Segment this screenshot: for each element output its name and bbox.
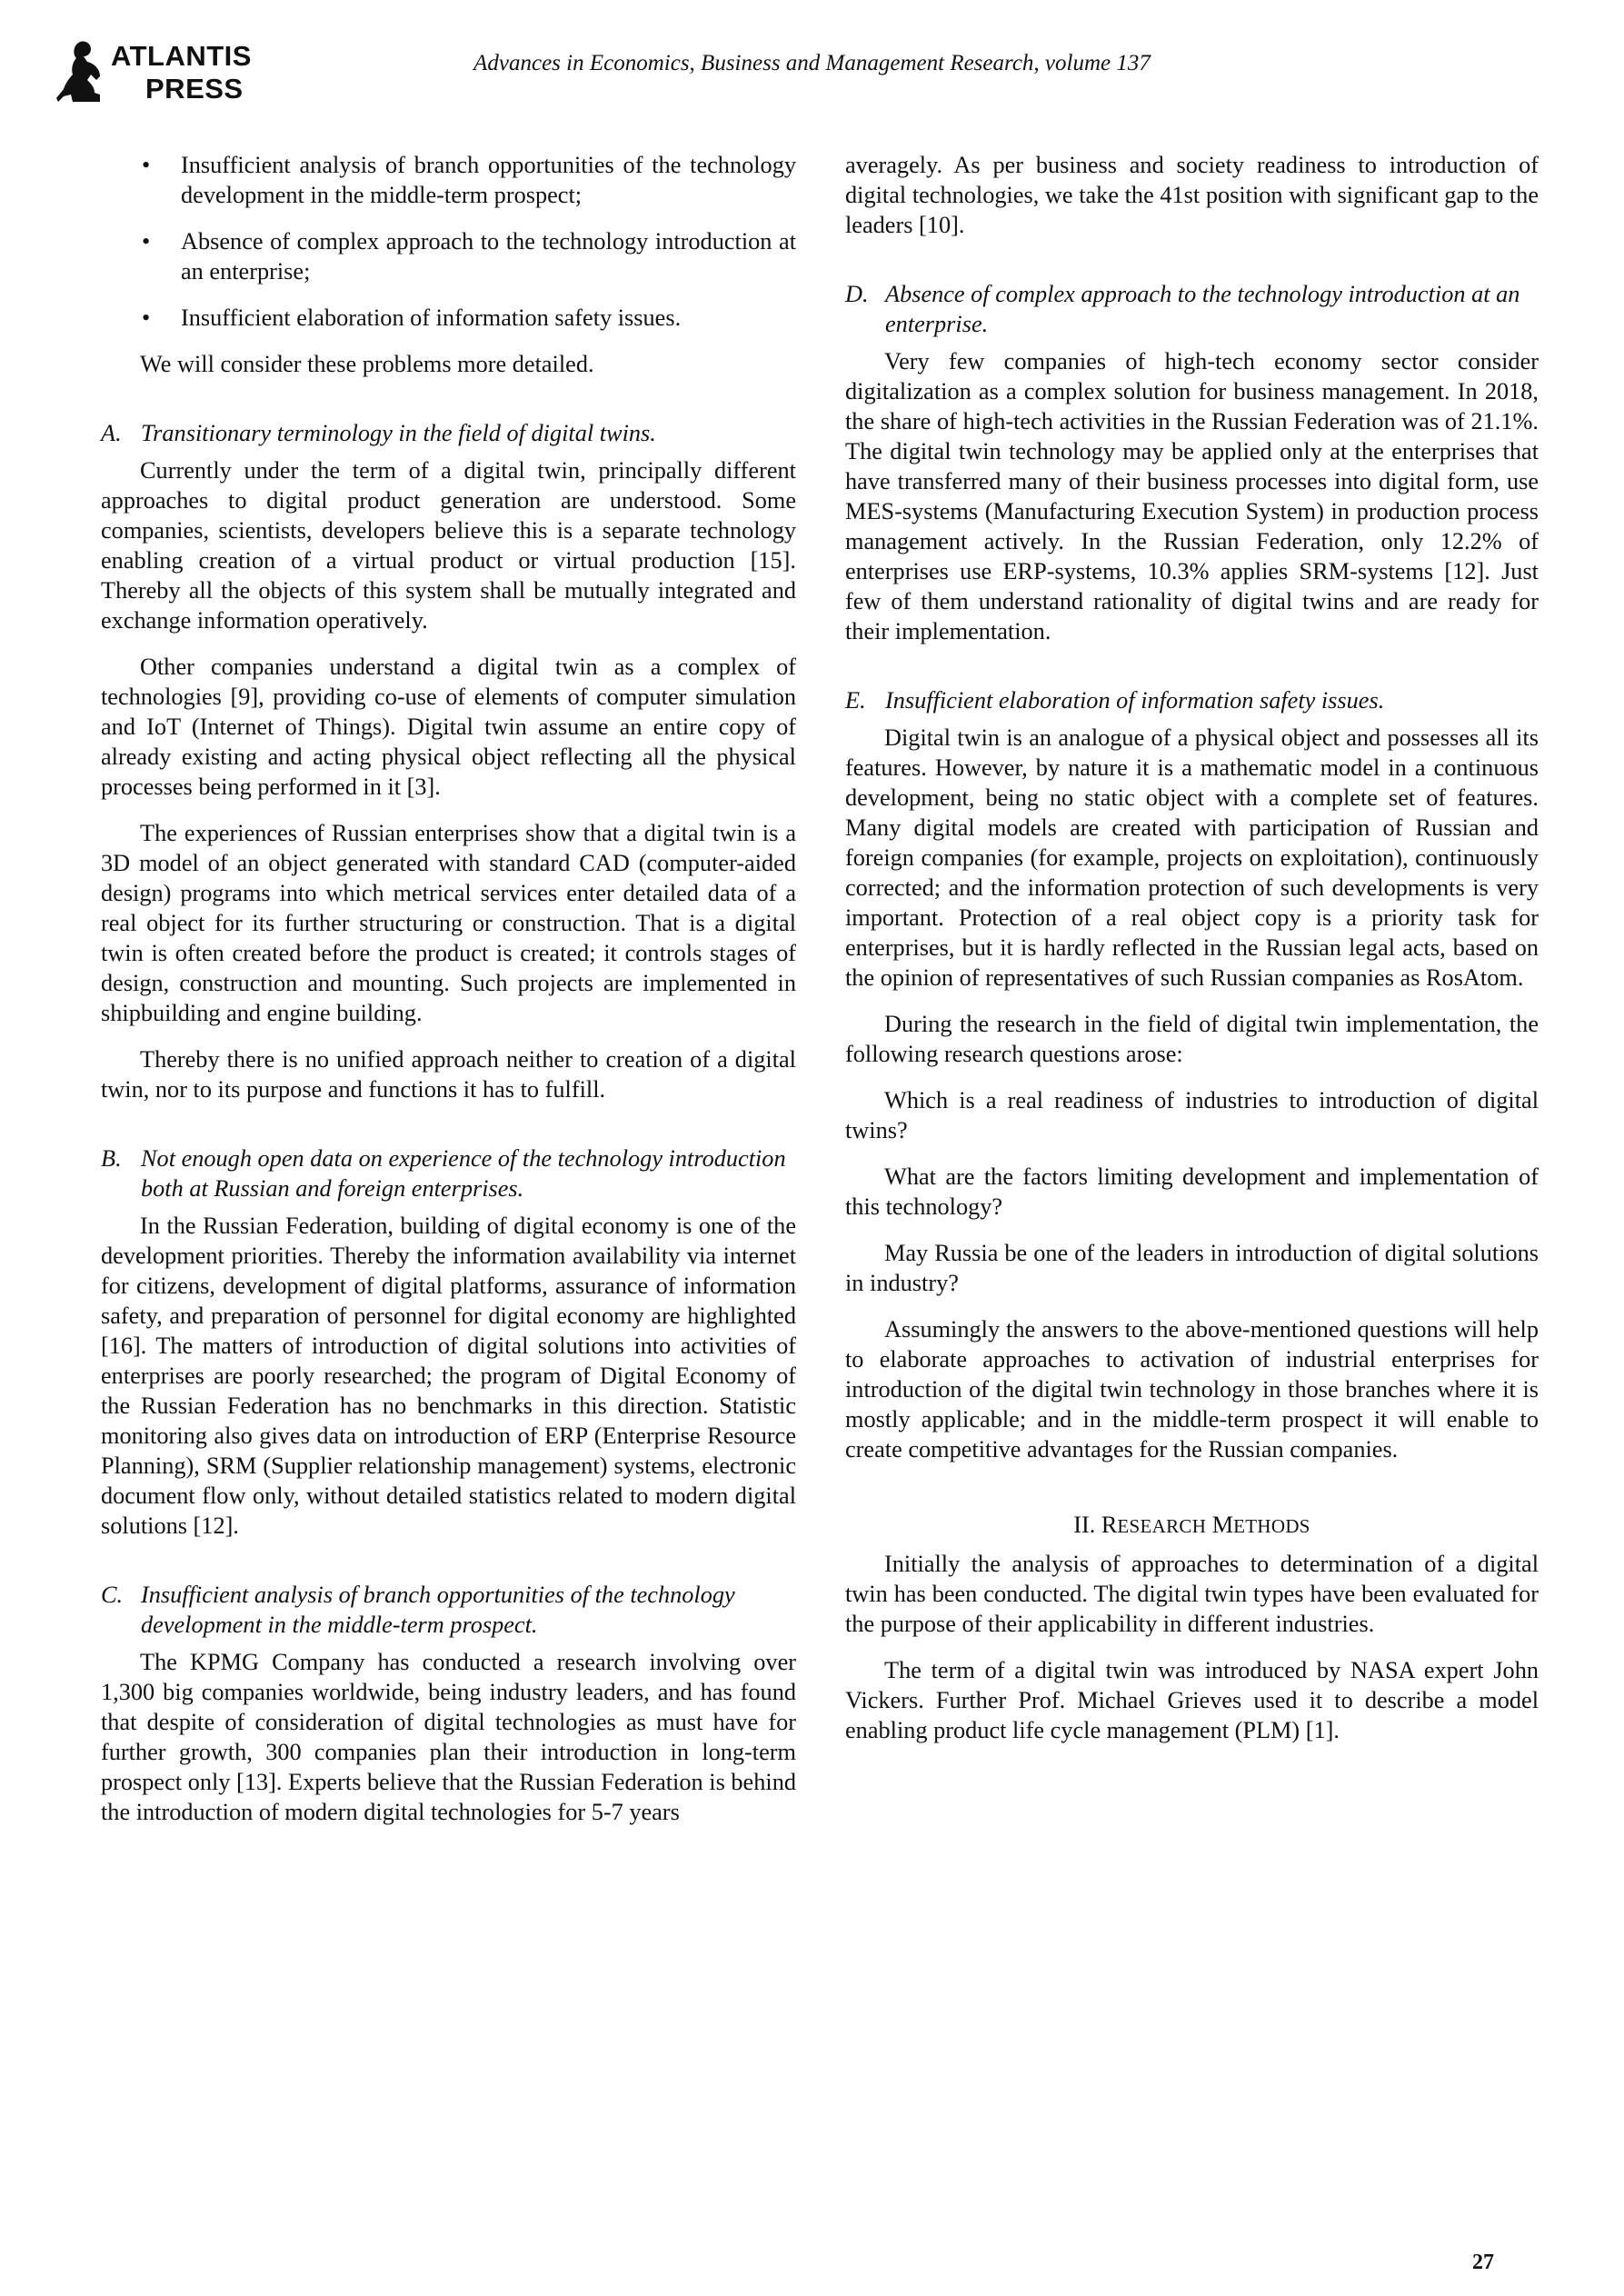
paragraph: The KPMG Company has conducted a research involving over 1,300 big companies worldwide, being industry leaders, and has found that despite of consideration of digital technologies as must have for further growth, 300 companies plan their introduction in long-term prospect only [13]. Experts believe that the Russian Federation is behind the introduction of modern digital technologies for 5-7 years	[101, 1649, 796, 1825]
section-letter: A.	[101, 420, 122, 446]
paragraph: Currently under the term of a digital twin, principally different approaches to digital product generation are understood. Some companies, scientists, developers believe this is a separate technology enabling creation of a virtual product or virtual production [15]. Thereby all the objects of this system shall be mutually integrated and exchange information operatively.	[101, 457, 796, 634]
section-heading-d	[845, 279, 1539, 339]
paragraph: The term of a digital twin was introduced by NASA expert John Vickers. Further Prof. Michael Grieves used it to describe a model enabling product life cycle management (PLM) [1].	[845, 1657, 1539, 1743]
paragraph: Initially the analysis of approaches to determination of a digital twin has been conducted. The digital twin types have been evaluated for the purpose of their applicability in different industries.	[845, 1551, 1539, 1637]
paragraph: May Russia be one of the leaders in introduction of digital solutions in industry?	[845, 1240, 1539, 1296]
paragraph: What are the factors limiting development and implementation of this technology?	[845, 1163, 1539, 1220]
section-number: II.	[1073, 1512, 1096, 1538]
section-letter: B.	[101, 1145, 122, 1172]
section-letter: C.	[101, 1582, 124, 1608]
section-letter: E.	[845, 687, 866, 714]
bullet-item	[101, 226, 796, 286]
paragraph: Other companies understand a digital twin as a complex of technologies [9], providing co-use of elements of computer simulation and IoT (Internet of Things). Digital twin assume an entire copy of already existing and acting physical object reflecting all the physical processes being performed in it [3].	[101, 654, 796, 800]
section-title-cap-r: R	[1101, 1512, 1118, 1538]
bullet-icon: •	[142, 228, 151, 255]
logo-text-atlantis: ATLANTIS	[111, 40, 252, 72]
bullet-text: Insufficient elaboration of information safety issues.	[181, 304, 682, 331]
bullet-icon: •	[142, 152, 151, 178]
bullet-item	[101, 303, 796, 333]
section-title: Transitionary terminology in the field of digital twins.	[141, 420, 656, 446]
bullet-text: Insufficient analysis of branch opportunities of the technology development in the middle-term prospect;	[181, 152, 796, 208]
bullet-item	[101, 150, 796, 210]
section-letter: D.	[845, 281, 869, 307]
right-column	[845, 150, 1539, 1745]
bullet-icon: •	[142, 304, 151, 331]
running-header: Advances in Economics, Business and Management Research, volume 137	[473, 51, 1151, 75]
section-heading-b	[101, 1143, 796, 1203]
paragraph: Digital twin is an analogue of a physical object and possesses all its features. However, by nature it is a mathematic model in a continuous development, being no static object with a complete set of features. Many digital models are created with participation of Russian and foreign companies (for example, projects on exploitation), continuously corrected; and the information protection of such developments is very important. Protection of a real object copy is a priority task for enterprises, but it is hardly reflected in the Russian legal acts, based on the opinion of representatives of such Russian companies as RosAtom.	[845, 724, 1539, 991]
section-title-cap-m: M	[1211, 1512, 1234, 1538]
paragraph: We will consider these problems more detailed.	[140, 351, 594, 377]
section-heading-research-methods	[845, 1510, 1539, 1542]
section-title-smallcaps-1: ESEARCH	[1117, 1515, 1207, 1537]
section-title: Insufficient elaboration of information safety issues.	[885, 687, 1385, 714]
paragraph: Which is a real readiness of industries to introduction of digital twins?	[845, 1087, 1539, 1143]
paragraph: The experiences of Russian enterprises show that a digital twin is a 3D model of an object generated with standard CAD (computer-aided design) programs into which metrical services enter detailed data of a real object for its further structuring or construction. That is a digital twin is often created before the product is created; it controls stages of design, construction and mounting. Such projects are implemented in shipbuilding and engine building.	[101, 820, 796, 1026]
left-column	[101, 150, 796, 1827]
paragraph: During the research in the field of digital twin implementation, the following research questions arose:	[845, 1011, 1539, 1067]
section-title: Absence of complex approach to the technology introduction at an enterprise.	[885, 281, 1520, 337]
page-number: 27	[1472, 2251, 1494, 2274]
paragraph: Very few companies of high-tech economy sector consider digitalization as a complex solution for business management. In 2018, the share of high-tech activities in the Russian Federation was of 21.1%. The digital twin technology may be applied only at the enterprises that have transferred many of their business processes into digital form, use MES-systems (Manufacturing Execution System) in production process management actively. In the Russian Federation, only 12.2% of enterprises use ERP-systems, 10.3% applies SRM-systems [12]. Just few of them understand rationality of digital twins and are ready for their implementation.	[845, 348, 1539, 644]
section-heading-c	[101, 1580, 796, 1640]
logo-text-press: PRESS	[145, 73, 244, 105]
section-heading-e	[845, 685, 1539, 715]
bullet-list	[101, 150, 796, 333]
paragraph-continuation: averagely. As per business and society readiness to introduction of digital technologies, we take the 41st position with significant gap to the leaders [10].	[845, 152, 1539, 238]
paragraph: Thereby there is no unified approach neither to creation of a digital twin, nor to its purpose and functions it has to fulfill.	[101, 1046, 796, 1103]
section-title-smallcaps-2: ETHODS	[1233, 1515, 1310, 1537]
section-heading-a	[101, 418, 796, 448]
bullet-text: Absence of complex approach to the technology introduction at an enterprise;	[181, 228, 796, 285]
paragraph: Assumingly the answers to the above-mentioned questions will help to elaborate approaches to activation of industrial enterprises for introduction of the digital twin technology in those branches where it is mostly applicable; and in the middle-term prospect it will enable to create competitive advantages for the Russian companies.	[845, 1316, 1539, 1462]
paragraph: In the Russian Federation, building of digital economy is one of the development priorities. Thereby the information availability via internet for citizens, development of digital platforms, assurance of information safety, and preparation of personnel for digital economy are highlighted [16]. The matters of introduction of digital solutions into activities of enterprises are poorly researched; the program of Digital Economy of the Russian Federation has no benchmarks in this direction. Statistic monitoring also gives data on introduction of ERP (Enterprise Resource Planning), SRM (Supplier relationship management) systems, electronic document flow only, without detailed statistics related to modern digital solutions [12].	[101, 1213, 796, 1539]
section-title: Not enough open data on experience of the technology introduction both at Russian and foreign enterprises.	[141, 1145, 786, 1202]
section-title: Insufficient analysis of branch opportunities of the technology development in the middle-term prospect.	[141, 1582, 735, 1638]
